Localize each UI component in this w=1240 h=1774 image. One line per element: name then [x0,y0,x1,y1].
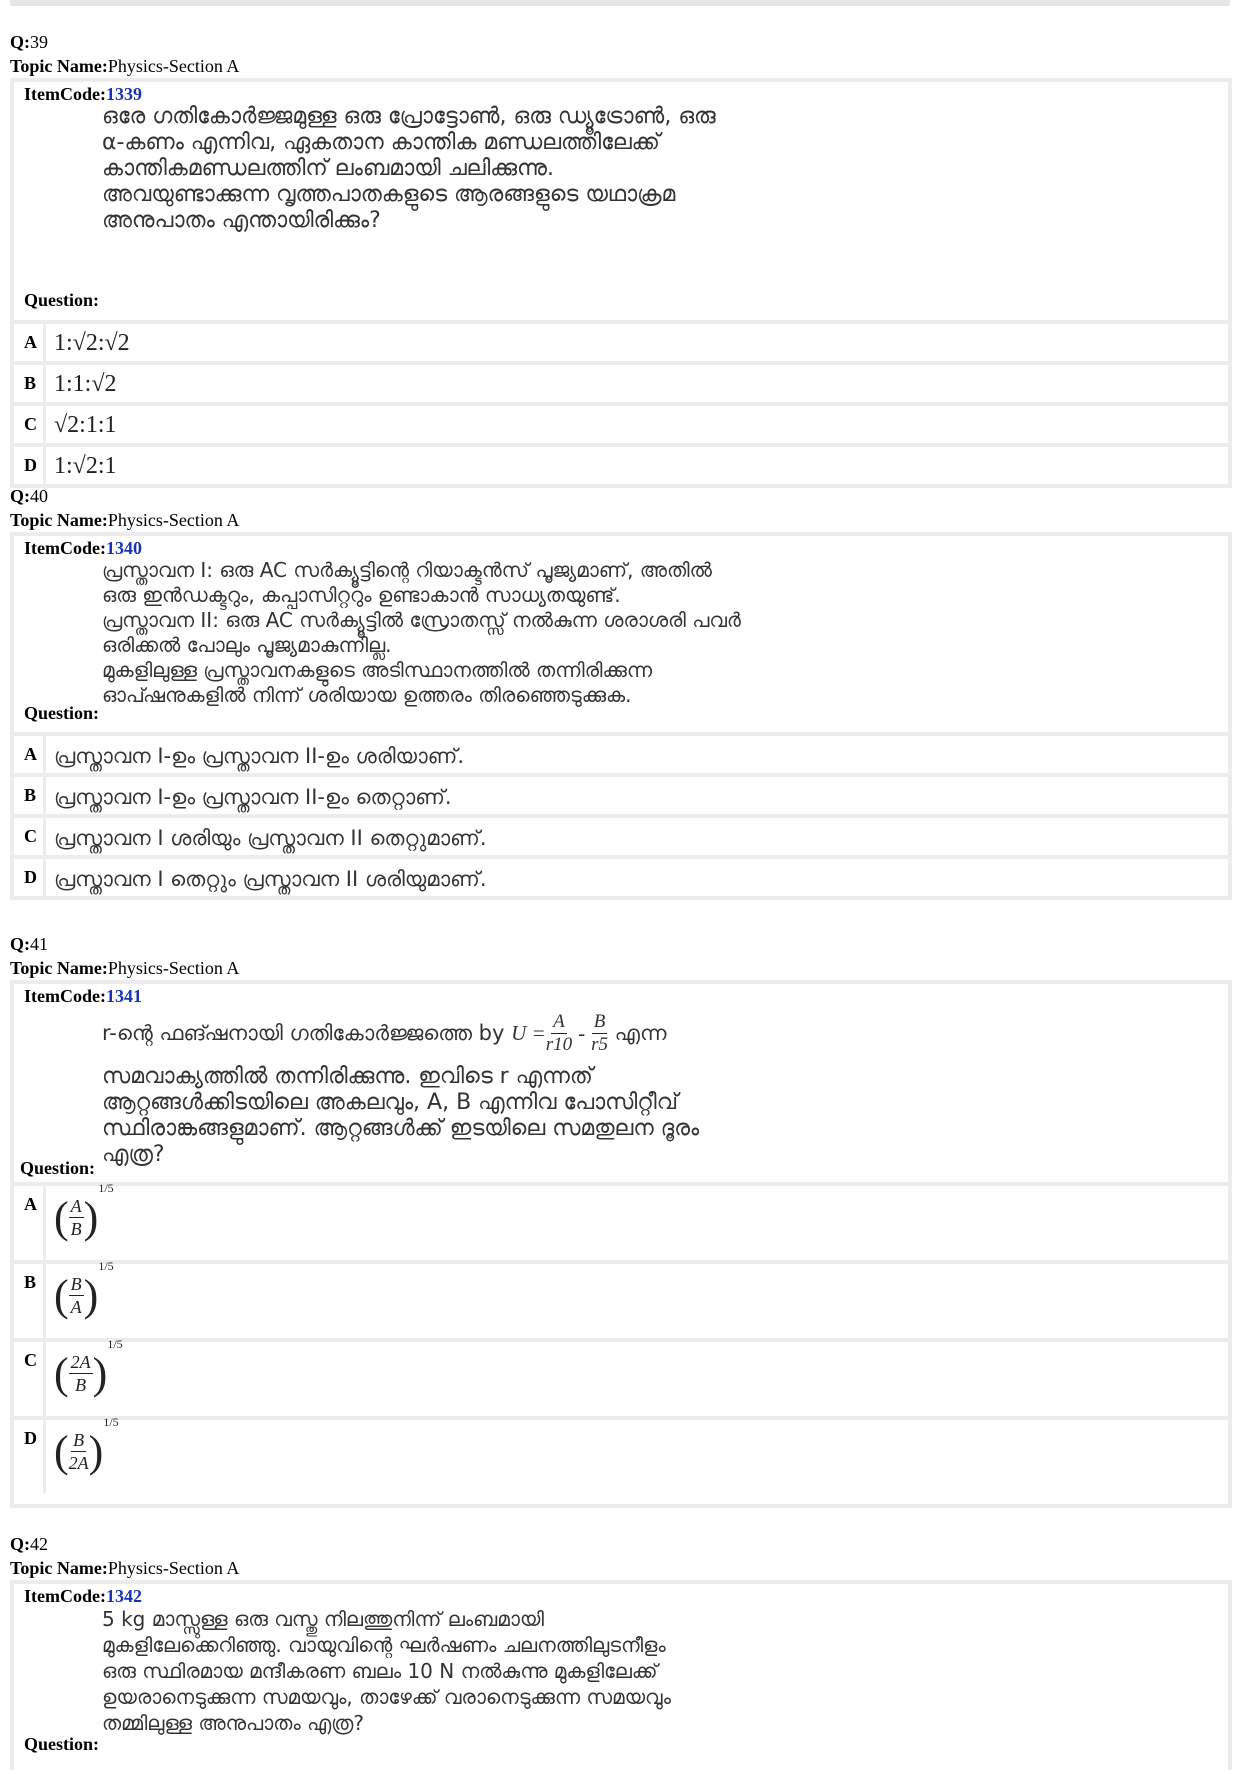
option-label: D [24,455,37,475]
question-text: സമവാക്യത്തിൽ തന്നിരിക്കുന്നു. ഇവിടെ r എന്നത് ആറ്റങ്ങൾക്കിടയിലെ അകലവും, A, B എന്നിവ പോസിറ്റീവ് സ്ഥിരാങ്കങ്ങളുമാണ്. ആറ്റങ്ങൾക്ക് ഇടയിലെ സമതുലന ദൂരം എത്ര? [102,1064,700,1167]
question-block-42 [10,1532,1232,1770]
fraction-a-over-r10: $\frac{A}{r10}$ [545,1010,573,1055]
question-text: 5 kg മാസ്സുള്ള ഒരു വസ്തു നിലത്തുനിന്ന് ലംബമായി മുകളിലേക്കെറിഞ്ഞു. വായുവിന്റെ ഘർഷണം ചലനത്തിലുടനീളം ഒരു സ്ഥിരമായ മന്ദീകരണ ബലം 10 N നൽകുന്നു മുകളിലേക്ക് ഉയരാനെടുക്കുന്ന സമയവും, താഴേക്ക് വരാനെടുക്കുന്ന സമയവും തമ്മിലുള്ള അനുപാതം എത്ര? [102,1607,671,1735]
option-c[interactable] [14,406,1228,447]
option-text: പ്രസ്താവന I-ഉം പ്രസ്താവന II-ഉം തെറ്റാണ്. [54,785,452,809]
question-row [14,82,1228,320]
equation-lhs: U = [511,1020,546,1045]
question-card [10,532,1232,900]
option-d[interactable] [14,1415,1228,1494]
question-block-40 [10,484,1232,900]
question-label: Question: [20,1158,96,1178]
option-label: D [24,867,37,887]
question-block-39 [10,30,1232,488]
option-text: 1:1:√2 [54,371,117,397]
question-card [10,1580,1232,1770]
option-b[interactable] [14,365,1228,406]
option-label: B [24,785,37,805]
question-text: പ്രസ്താവന I: ഒരു AC സർക്യൂട്ടിന്റെ റിയാക്ടൻസ് പൂജ്യമാണ്, അതിൽ ഒരു ഇൻഡക്ടറും, കപ്പാസിറ്ററും ഉണ്ടാകാൻ സാധ്യതയുണ്ട്. പ്രസ്താവന II: ഒരു AC സർക്യൂട്ടിൽ സ്രോതസ്സ് നൽകുന്ന ശരാശരി പവർ ഒരിക്കൽ പോലും പൂജ്യമാകുന്നില്ല. മുകളിലുള്ള പ്രസ്താവനകളുടെ അടിസ്ഥാനത്തിൽ തന്നിരിക്കുന്ന ഓപ്ഷനുകളിൽ നിന്ന് ശരിയായ ഉത്തരം തിരഞ്ഞെടുക്കുക. [102,558,741,707]
topic-name: Topic Name:Physics-Section A [10,510,240,530]
option-b[interactable] [14,777,1228,818]
fraction-b-over-r5: $\frac{B}{r5}$ [591,1010,608,1055]
question-text: ഒരേ ഗതികോർജ്ജമുള്ള ഒരു പ്രോട്ടോൺ, ഒരു ഡ്യൂട്രോൺ, ഒരു α-കണം എന്നിവ, ഏകതാന കാന്തിക മണ്ഡലത്തിലേക്ക് കാന്തികമണ്ഡലത്തിന് ലംബമായി ചലിക്കുന്നു. അവയുണ്ടാക്കുന്ന വൃത്തപാതകളുടെ ആരങ്ങളുടെ യഥാക്രമ അനുപാതം എന്തായിരിക്കും? [102,104,716,233]
question-number: Q:39 [10,32,48,52]
options-list [14,1182,1228,1494]
minus-sign: - [578,1020,586,1045]
option-label: B [24,373,37,393]
question-label: Question: [24,290,100,310]
option-label: C [24,414,37,434]
question-text-part: r-ന്റെ ഫങ്ഷനായി ഗതികോർജ്ജത്തെ by [102,1020,512,1045]
item-code: ItemCode:1341 [24,986,142,1006]
topic-name: Topic Name:Physics-Section A [10,56,240,76]
question-card [10,78,1232,488]
item-code: ItemCode:1342 [24,1586,142,1606]
question-row [14,1584,1228,1774]
option-text: 1:√2:√2 [54,330,130,356]
option-c[interactable] [14,818,1228,859]
option-text: പ്രസ്താവന I തെറ്റും പ്രസ്താവന II ശരിയുമാണ്. [54,867,487,891]
option-expression: ( $\frac{B}{2A}$ )$^{1/5}$ [54,1415,119,1476]
option-label: D [24,1428,37,1448]
question-label: Question: [24,1734,100,1754]
question-number: Q:40 [10,486,48,506]
option-d[interactable] [14,859,1228,897]
question-block-41 [10,932,1232,1508]
option-label: A [24,744,37,764]
option-expression: ( $\frac{2A}{B}$ )$^{1/5}$ [54,1337,123,1398]
option-d[interactable] [14,447,1228,485]
option-c[interactable] [14,1337,1228,1420]
option-label: A [24,332,37,352]
question-number: Q:41 [10,934,48,954]
options-list [14,320,1228,485]
option-expression: ( $\frac{A}{B}$ )$^{1/5}$ [54,1181,114,1242]
item-code: ItemCode:1340 [24,538,142,558]
option-label: B [24,1272,37,1292]
option-text: പ്രസ്താവന I ശരിയും പ്രസ്താവന II തെറ്റുമാണ്. [54,826,487,850]
question-card [10,980,1232,1508]
question-row [14,984,1228,1192]
question-number: Q:42 [10,1534,48,1554]
option-b[interactable] [14,1259,1228,1342]
option-label: A [24,1194,37,1214]
topic-name: Topic Name:Physics-Section A [10,1558,240,1578]
option-text: √2:1:1 [54,412,117,438]
item-code: ItemCode:1339 [24,84,142,104]
question-equation-line [102,1008,666,1058]
question-row [14,536,1228,732]
topic-name: Topic Name:Physics-Section A [10,958,240,978]
options-list [14,732,1228,897]
option-label: C [24,826,37,846]
option-a[interactable] [14,324,1228,365]
option-label: C [24,1350,37,1370]
option-a[interactable] [14,1181,1228,1264]
option-expression: ( $\frac{B}{A}$ )$^{1/5}$ [54,1259,114,1320]
top-divider [10,0,1230,6]
option-text: പ്രസ്താവന I-ഉം പ്രസ്താവന II-ഉം ശരിയാണ്. [54,744,464,768]
question-text-part: എന്ന [608,1020,667,1045]
question-label: Question: [24,703,100,723]
option-a[interactable] [14,736,1228,777]
option-text: 1:√2:1 [54,453,117,479]
